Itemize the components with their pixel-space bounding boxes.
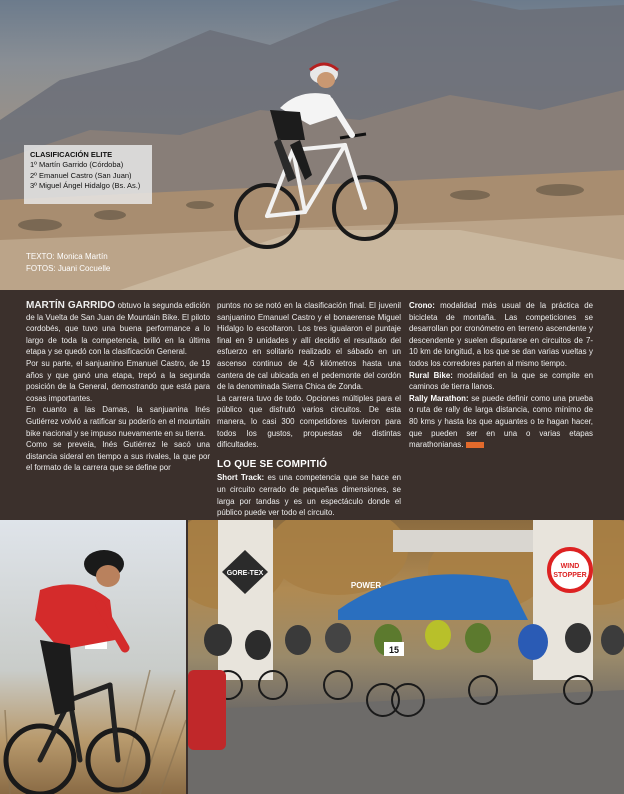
standings-row-1: 1º Martín Garrido (Córdoba) [30,160,124,169]
paragraph-2: Por su parte, el sanjuanino Emanuel Castro, de 19 años y que ganó una etapa, trepó a la segunda posición de la General, demostrando que está para cosas importantes. [26,358,210,403]
goretex-banner-text: GORE-TEX [226,570,264,577]
rider-photo [0,520,186,794]
short-track-text: es una competencia que se hace en un circuito cerrado de pequeñas dimensiones, se larga por tandas y es un espectáculo donde el público puede ver todo el circuito. [217,473,401,518]
crono-paragraph [409,300,593,370]
paragraph-5: puntos no se notó en la clasificación final. El juvenil sanjuanino Emanuel Castro y el bonaerense Miguel Hidalgo lo escoltaron. Los tres igualaron el puntaje final en 9 unidades y allí decidió el resultado del esfuerzo en solitario realizado el sábado en un ascenso continuo de 4,6 kilómetros hasta una cantera de cal ubicada en el pedemonte del cordón de la denominada Sierra Chica de Zonda. [217,301,401,392]
standings-row-2: 2º Emanuel Castro (San Juan) [30,170,132,180]
section-heading: LO QUE SE COMPITIÓ [217,458,328,470]
end-of-article-mark [466,442,484,448]
photo-credit: FOTOS: Juani Cocuelle [26,264,111,273]
tent-text: POWER [350,581,382,590]
standings-title: CLASIFICACIÓN ELITE [30,150,113,159]
paragraph-4: Como se preveía, Inés Gutiérrez le sacó una distancia sideral en tiempo a sus rivales, la que por el formato de la carrera que se define por [26,440,210,473]
hero-photo [0,0,624,290]
rally-text: se puede definir como una prueba o ruta de rally de larga distancia, como mínimo de 80 kms y hasta los que aguantes o te hagan hacer, que pueden ser en una o varias etapas marathonianas. [409,393,594,450]
article-column-3 [409,300,593,451]
race-start-photo [188,520,624,794]
windstopper-text-2: STOPPER [553,572,587,579]
paragraph-1-text: obtuvo la segunda edición de la Vuelta de San Juan de Mountain Bike. El piloto cordobés, que tuvo una buena performance a lo largo de toda la competencia, brilló en la última etapa y se quedó con la clasificación General. [26,301,210,357]
crono-term: Crono: [409,301,435,310]
rally-paragraph [409,393,593,451]
short-track-paragraph [217,472,401,518]
short-track-term: Short Track: [217,473,265,483]
rally-term: Rally Marathon: [409,393,469,403]
rural-text: modalidad en la que se compite en caminos de tierra llanos. [409,370,593,392]
article-column-2 [217,300,401,519]
article-body [0,290,624,520]
windstopper-text-1: WIND [560,563,580,570]
race-start-scene [188,520,624,794]
standings-row-3: 3º Miguel Ángel Hidalgo (Bs. As.) [30,181,141,190]
rider-scene [0,520,186,794]
paragraph-3: En cuanto a las Damas, la sanjuanina Inés Gutiérrez volvió a ratificar su poderío en el mountain bike nacional y se impuso nuevamente en su tierra. [26,405,210,438]
bib-number: 15 [388,645,400,655]
article-column-1 [26,300,210,474]
windstopper-sign [549,549,591,591]
paragraph-6: La carrera tuvo de todo. Opciones múltiples para el público que disfrutó varios circuitos. De esta manera, lo casi 300 competidores tuvieron para todos los gustos, propuestas de distintas dificultades. [217,393,401,450]
crono-text: modalidad más usual de la práctica de bicicleta de montaña. Las competiciones se desarrollan por cronómetro en terreno ascendente y descendente y suelen disputarse en circuitos de 7-10 km de longitud, a los que se dan varias vueltas y todos los corredores parten al mismo tiempo. [409,301,593,368]
rural-term: Rural Bike: [409,370,453,380]
photo-credits [26,251,110,275]
paragraph-1 [26,300,210,358]
rural-paragraph [409,370,593,393]
text-credit: TEXTO: Monica Martín [26,252,108,261]
standings-box [24,145,152,204]
lead-name: MARTÍN GARRIDO [26,300,116,311]
